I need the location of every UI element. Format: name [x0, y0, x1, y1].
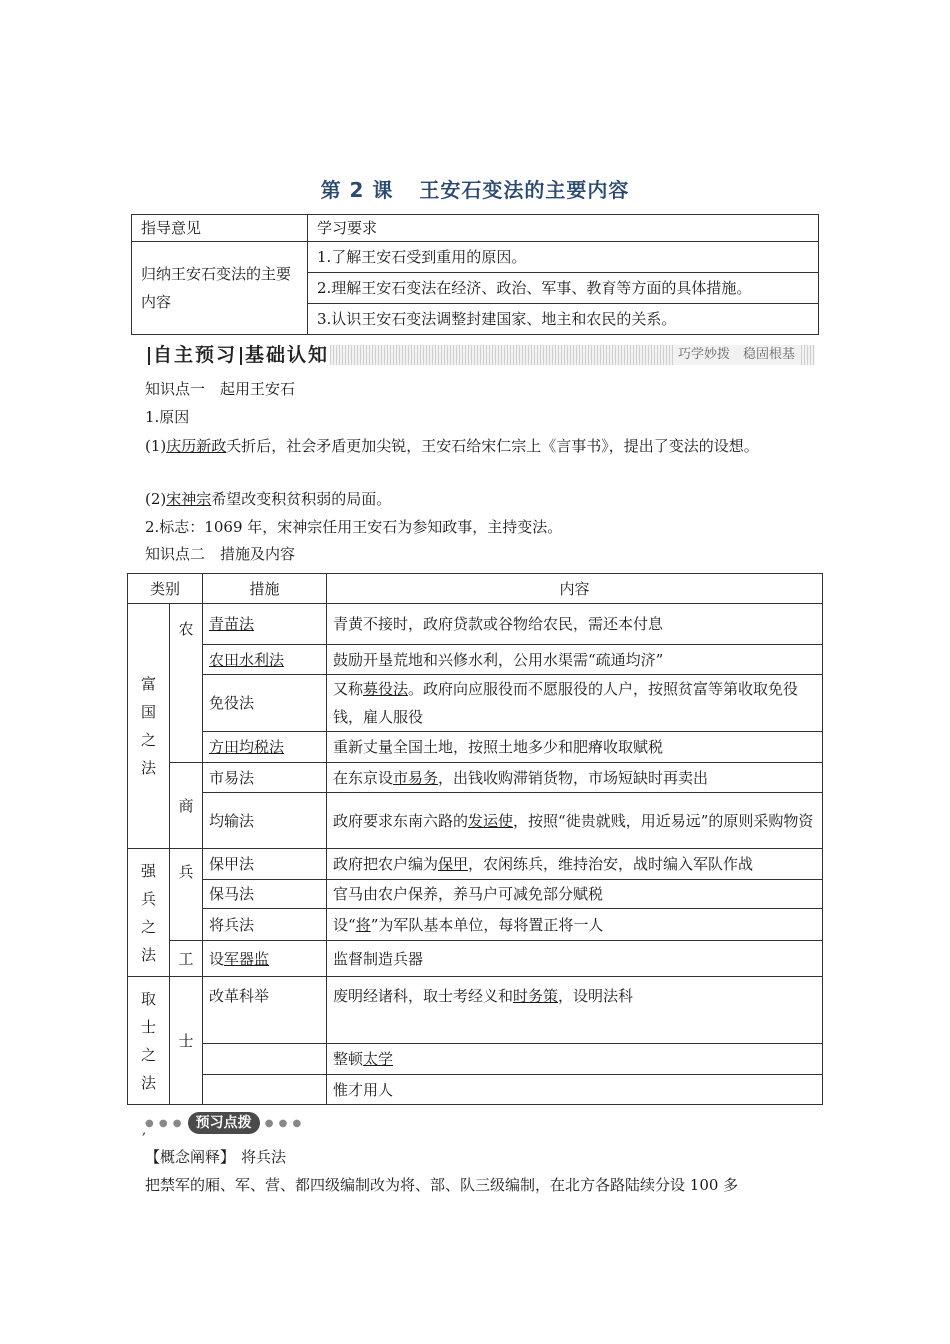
sub-gong: 工: [170, 941, 203, 977]
concept-heading: [145, 1144, 286, 1170]
content-mianyi: 又称募役法。政府向应服役而不愿服役的人户，按照贫富等第收取免役钱，雇人服役: [327, 675, 823, 732]
measure-weicai-empty: [203, 1075, 327, 1105]
key-term-qingli: 庆历新政: [166, 437, 227, 455]
tip-badge: ● ● ● 预习点拨 ● ● ●: [145, 1112, 302, 1134]
sub-shang: 商: [170, 763, 203, 849]
category-fuguo: 富国之法: [128, 604, 170, 849]
banner-slogan: 巧学妙拨 稳固根基: [674, 345, 799, 365]
content-jiangbing: 设“将”为军队基本单位，每将置正将一人: [327, 909, 823, 941]
content-taixue: 整顿太学: [327, 1044, 823, 1075]
content-baoma: 官马由农户保养，养马户可减免部分赋税: [327, 880, 823, 909]
measure-keju: 改革科举: [203, 977, 327, 1044]
measure-junshu: 均输法: [203, 793, 327, 849]
content-nongtian: 鼓励开垦荒地和兴修水利，公用水渠需“疏通均济”: [327, 645, 823, 675]
content-junqi: 监督制造兵器: [327, 941, 823, 977]
measure-nongtian: 农田水利法: [203, 645, 327, 675]
guide-header-opinion: 指导意见: [132, 215, 308, 242]
measure-taixue-empty: [203, 1044, 327, 1075]
measure-mianyi: 免役法: [203, 675, 327, 732]
measure-baojia: 保甲法: [203, 849, 327, 880]
content-keju: 废明经诸科，取士考经义和时务策，设明法科: [327, 977, 823, 1044]
header-measure: 措施: [203, 574, 327, 604]
content-junshu: 政府要求东南六路的发运使，按照“徙贵就贱，用近易远”的原则采购物资: [327, 793, 823, 849]
concept-label: 【概念阐释】: [145, 1148, 236, 1166]
kp1-reason-2: (2)宋神宗希望改变积贫积弱的局面。: [145, 490, 392, 508]
measure-jiangbing: 将兵法: [203, 909, 327, 941]
measure-shiyi: 市易法: [203, 763, 327, 793]
kp1-sign: 2.标志：1069 年，宋神宗任用王安石为参知政事，主持变法。: [145, 518, 563, 536]
kp2-heading: 知识点二 措施及内容: [145, 545, 296, 563]
guide-requirement-3: 3.认识王安石变法调整封建国家、地主和农民的关系。: [308, 304, 819, 335]
lesson-title: [0, 174, 950, 203]
key-term-shenzong: 宋神宗: [166, 490, 212, 508]
sub-bing: 兵: [170, 849, 203, 941]
category-qushi: 取士之法: [128, 977, 170, 1105]
guide-table: [131, 214, 819, 335]
measure-qingmiao: 青苗法: [203, 604, 327, 645]
category-qiangbing: 强兵之法: [128, 849, 170, 977]
content-baojia: 政府把农户编为保甲，农闲练兵，维持治安，战时编入军队作战: [327, 849, 823, 880]
concept-text: 把禁军的厢、军、营、都四级编制改为将、部、队三级编制，在北方各路陆续分设 100 多: [145, 1176, 739, 1194]
guide-requirement-1: 1.了解王安石受到重用的原因。: [308, 242, 819, 273]
lesson-name: 王安石变法的主要内容: [419, 178, 630, 202]
guide-requirement-2: 2.理解王安石变法在经济、政治、军事、教育等方面的具体措施。: [308, 273, 819, 304]
banner-title-2: 基础认知: [245, 344, 330, 366]
sub-shi: 士: [170, 977, 203, 1105]
kp1-reason-title: 1.原因: [145, 408, 190, 426]
stray-mark: ,: [142, 1123, 147, 1138]
content-shiyi: 在东京设市易务，出钱收购滞销货物，市场短缺时再卖出: [327, 763, 823, 793]
header-content: 内容: [327, 574, 823, 604]
content-weicai: 惟才用人: [327, 1075, 823, 1105]
content-qingmiao: 青黄不接时，政府贷款或谷物给农民，需还本付息: [327, 604, 823, 645]
banner-title-1: 自主预习: [153, 344, 238, 366]
header-category: 类别: [128, 574, 203, 604]
tip-badge-label: 预习点拨: [188, 1112, 260, 1134]
measure-junqi: 设军器监: [203, 941, 327, 977]
guide-header-requirement: 学习要求: [308, 215, 819, 242]
kp1-reason-1: (1)庆历新政夭折后，社会矛盾更加尖锐，王安石给宋仁宗上《言事书》，提出了变法的设想。: [145, 437, 759, 455]
kp1-heading: 知识点一 起用王安石: [145, 380, 296, 398]
concept-term: 将兵法: [241, 1148, 287, 1166]
section-banner: [145, 343, 815, 367]
measures-table: [127, 573, 823, 1105]
sub-nong: 农: [170, 604, 203, 763]
measure-baoma: 保马法: [203, 880, 327, 909]
content-fangtian: 重新丈量全国土地，按照土地多少和肥瘠收取赋税: [327, 732, 823, 763]
guide-opinion-cell: 归纳王安石变法的主要内容: [132, 242, 308, 335]
lesson-number: 第 2 课: [320, 178, 394, 202]
measure-fangtian: 方田均税法: [203, 732, 327, 763]
